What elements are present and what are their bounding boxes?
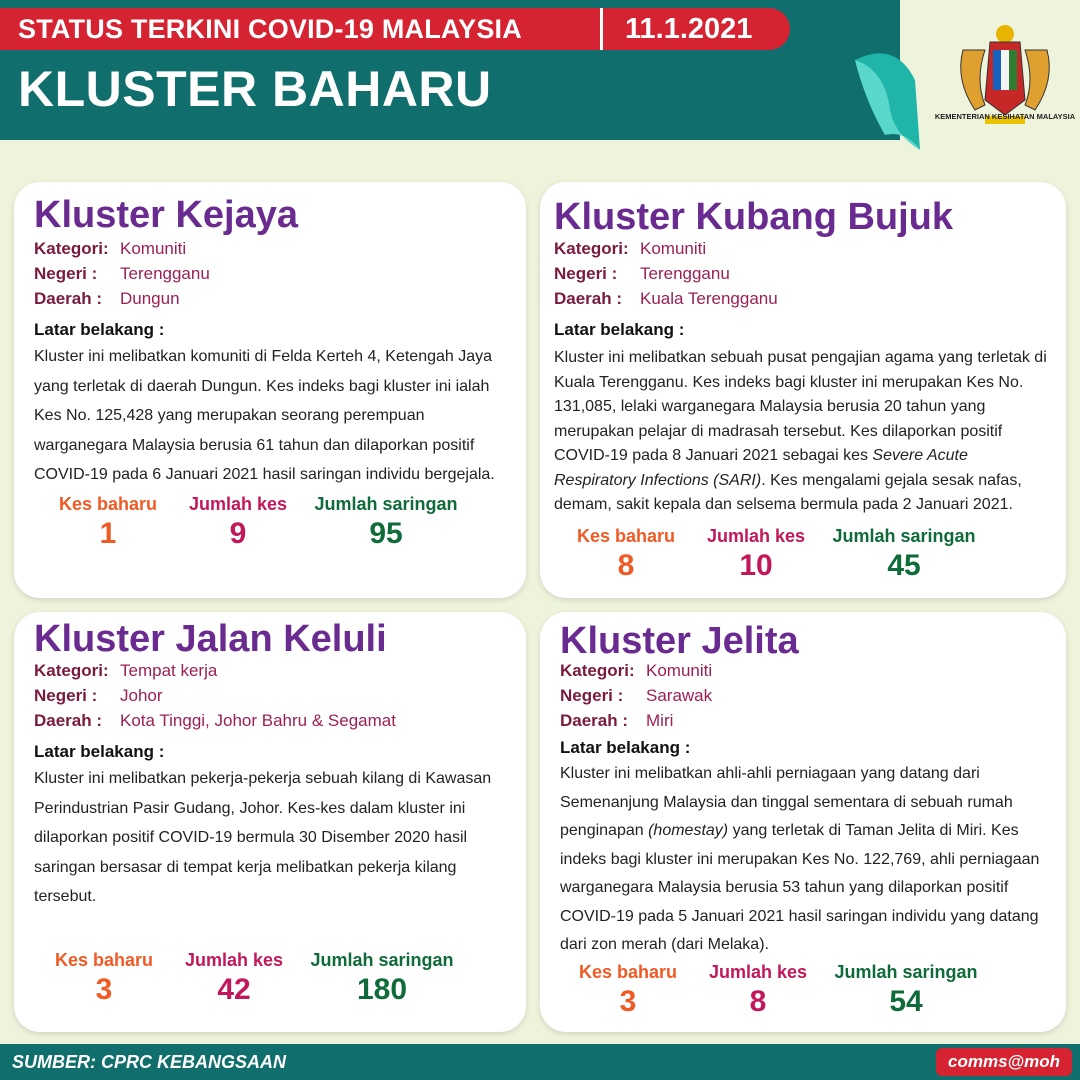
background-text: [560, 760, 1055, 960]
stat-kes-baharu: [566, 526, 686, 583]
meta-key: Negeri :: [560, 686, 624, 705]
stat-kes-baharu: [48, 494, 168, 551]
cluster-meta: [34, 236, 210, 311]
meta-key: Kategori:: [34, 661, 109, 680]
meta-kategori: Komuniti: [646, 661, 713, 680]
background-text-part: yang terletak di Taman Jelita di Miri. Kes indeks bagi kluster ini merupakan Kes No. 122,769, ahli perniagaan warganegara Malaysia berusia 53 tahun yang dilaporkan positif COVID-19 pada 5 Januari 2021 hasil saringan individu yang datang dari zon merah (dari Melaka).: [560, 822, 1040, 953]
background-label: Latar belakang :: [554, 320, 685, 339]
stat-label: Jumlah saringan: [314, 494, 458, 514]
stat-jumlah-saringan: [826, 962, 986, 1019]
status-bar: [0, 8, 790, 50]
stat-label: Jumlah kes: [188, 494, 288, 514]
background-text: [554, 346, 1054, 518]
background-label: Latar belakang :: [34, 742, 165, 761]
stat-label: Jumlah kes: [706, 526, 806, 546]
stat-value: 3: [619, 985, 637, 1018]
cluster-stats: [44, 950, 462, 1007]
cluster-meta: [34, 658, 396, 733]
meta-kategori: Komuniti: [120, 239, 187, 258]
stat-value: 3: [95, 973, 113, 1006]
page-curl-icon: [845, 40, 925, 160]
cluster-title: Kluster Kejaya: [34, 194, 299, 236]
stat-value: 54: [889, 985, 923, 1018]
stat-value: 180: [356, 973, 408, 1006]
stat-value: 42: [217, 973, 251, 1006]
stat-jumlah-kes: [698, 962, 818, 1019]
cluster-stats: [568, 962, 986, 1019]
footer-source: SUMBER: CPRC KEBANGSAAN: [12, 1051, 287, 1072]
cluster-title: Kluster Jalan Keluli: [34, 618, 387, 660]
stat-label: Jumlah kes: [708, 962, 808, 982]
stat-jumlah-kes: [174, 950, 294, 1007]
stat-label: Kes baharu: [576, 526, 676, 546]
stat-jumlah-saringan: [306, 494, 466, 551]
background-text: Kluster ini melibatkan komuniti di Felda Kerteh 4, Ketengah Jaya yang terletak di daerah Dungun. Kes indeks bagi kluster ini ialah Kes No. 125,428 yang merupakan seorang perempuan warganegara Malaysia berusia 61 tahun dan dilaporkan positif COVID-19 pada 6 Januari 2021 hasil saringan individu bergejala.: [34, 348, 495, 483]
meta-daerah: Dungun: [120, 289, 180, 308]
meta-key: Daerah :: [554, 289, 623, 308]
meta-key: Negeri :: [34, 264, 98, 283]
stat-value: 8: [617, 549, 635, 582]
stat-label: Jumlah saringan: [310, 950, 454, 970]
background-text-part: . Kes mengalami gejala sesak nafas, demam, sakit kepala dan selsema bermula pada 2 Januari 2021.: [554, 471, 1022, 513]
page-title: KLUSTER BAHARU: [18, 61, 492, 117]
meta-negeri: Johor: [120, 686, 163, 705]
footer-brand: comms@moh: [936, 1048, 1072, 1076]
meta-daerah: Kuala Terengganu: [640, 289, 778, 308]
meta-kategori: Komuniti: [640, 239, 707, 258]
stat-label: Jumlah saringan: [834, 962, 978, 982]
meta-key: Negeri :: [554, 264, 618, 283]
meta-key: Negeri :: [34, 686, 98, 705]
meta-key: Daerah :: [560, 711, 629, 730]
background-text: Kluster ini melibatkan pekerja-pekerja sebuah kilang di Kawasan Perindustrian Pasir Gudang, Johor. Kes-kes dalam kluster ini dilaporkan positif COVID-19 bermula 30 Disember 2020 hasil saringan bersasar di tempat kerja melibatkan pekerja kilang tersebut.: [34, 770, 492, 905]
meta-key: Daerah :: [34, 289, 103, 308]
stat-kes-baharu: [568, 962, 688, 1019]
stat-label: Jumlah kes: [184, 950, 284, 970]
background-text-emphasis: (homestay): [648, 822, 729, 839]
background-text-part: Kluster ini melibatkan sebuah pusat pengajian agama yang terletak di Kuala Terengganu. Kes indeks bagi kluster ini merupakan Kes No. 131,085, lelaki warganegara Malaysia berusia 20 tahun yang merupakan pelajar di madrasah tersebut. Kes dilaporkan positif COVID-19 pada 8 Januari 2021 sebagai kes: [554, 349, 1047, 464]
cluster-meta: [560, 658, 712, 733]
meta-kategori: Tempat kerja: [120, 661, 218, 680]
stat-jumlah-saringan: [302, 950, 462, 1007]
meta-key: Kategori:: [34, 239, 109, 258]
stat-jumlah-kes: [696, 526, 816, 583]
background-text-part: Kluster ini melibatkan ahli-ahli perniagaan yang datang dari Semenanjung Malaysia dan tinggal sementara di sebuah rumah penginapan: [560, 765, 1013, 839]
stat-value: 10: [739, 549, 773, 582]
footer: [0, 1044, 1080, 1080]
stat-label: Kes baharu: [58, 494, 158, 514]
stat-label: Kes baharu: [578, 962, 678, 982]
cluster-title: Kluster Kubang Bujuk: [554, 196, 954, 238]
meta-key: Kategori:: [554, 239, 629, 258]
background-label: Latar belakang :: [560, 738, 691, 757]
cluster-stats: [48, 494, 466, 551]
background-text-emphasis: Severe Acute Respiratory Infections (SARI): [554, 447, 968, 489]
stat-kes-baharu: [44, 950, 164, 1007]
meta-daerah: Kota Tinggi, Johor Bahru & Segamat: [120, 711, 396, 730]
stat-value: 8: [749, 985, 767, 1018]
stat-value: 95: [369, 517, 403, 550]
stat-value: 45: [887, 549, 921, 582]
cluster-card: [14, 182, 526, 598]
stat-value: 9: [229, 517, 247, 550]
meta-negeri: Terengganu: [120, 264, 210, 283]
cluster-meta: [554, 236, 778, 311]
stat-jumlah-saringan: [824, 526, 984, 583]
stat-label: Jumlah saringan: [832, 526, 976, 546]
meta-negeri: Terengganu: [640, 264, 730, 283]
cluster-card: [540, 182, 1066, 598]
meta-daerah: Miri: [646, 711, 674, 730]
stat-label: Kes baharu: [54, 950, 154, 970]
cluster-card: [14, 612, 526, 1032]
ministry-name: KEMENTERIAN KESIHATAN MALAYSIA: [934, 112, 1076, 121]
cluster-stats: [566, 526, 984, 583]
status-date: 11.1.2021: [600, 8, 752, 50]
stat-jumlah-kes: [178, 494, 298, 551]
meta-key: Kategori:: [560, 661, 635, 680]
meta-negeri: Sarawak: [646, 686, 713, 705]
stat-value: 1: [99, 517, 117, 550]
cluster-card: [540, 612, 1066, 1032]
background-label: Latar belakang :: [34, 320, 165, 339]
meta-key: Daerah :: [34, 711, 103, 730]
cluster-title: Kluster Jelita: [560, 620, 799, 662]
status-title: STATUS TERKINI COVID-19 MALAYSIA: [18, 13, 522, 44]
